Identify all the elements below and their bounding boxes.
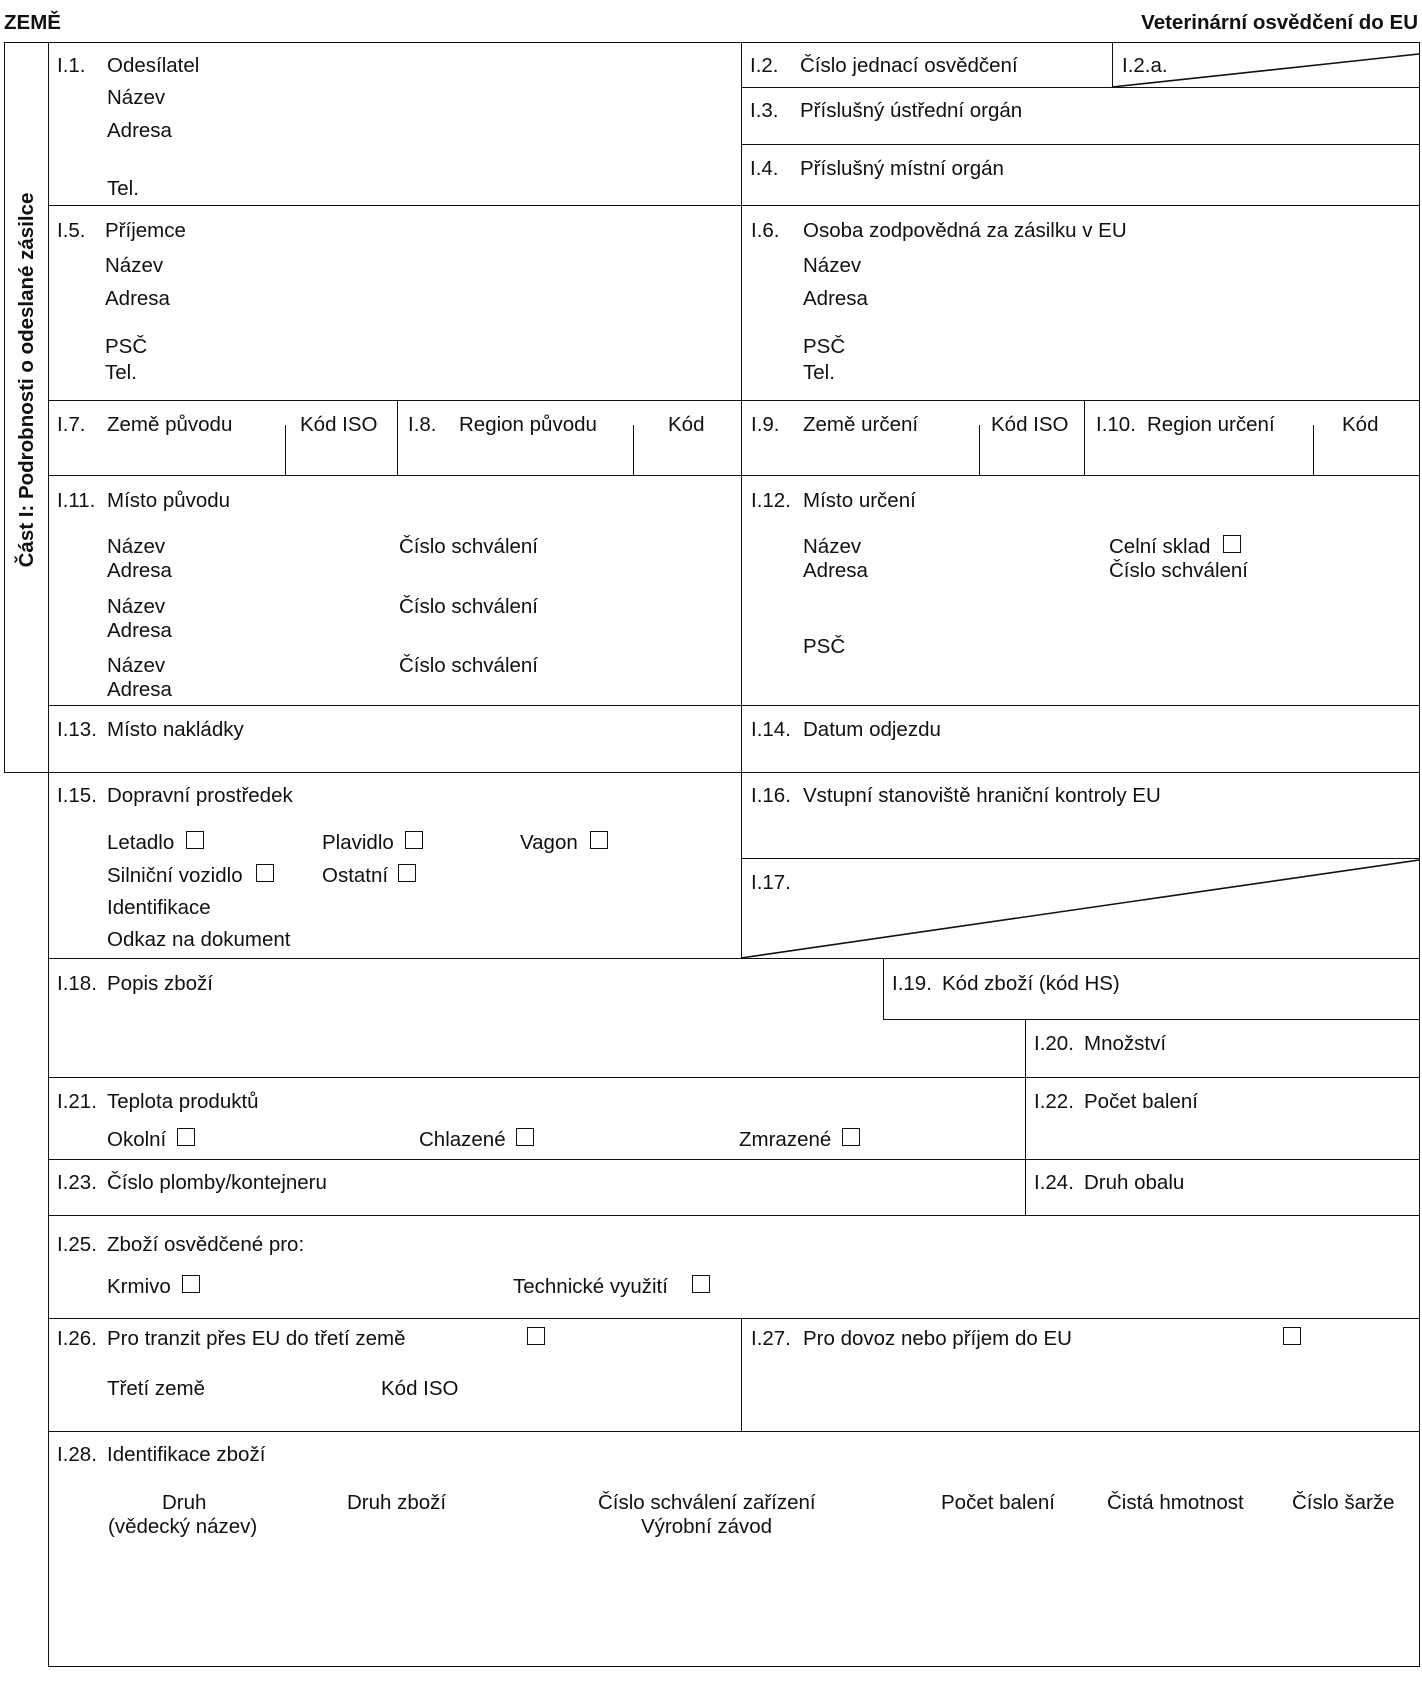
field-number: I.23. <box>57 1171 97 1194</box>
consignor-address-label: Adresa <box>107 119 172 142</box>
field-number: I.16. <box>751 784 791 807</box>
place-of-loading-label: Místo nakládky <box>107 718 244 741</box>
place-of-destination-label: Místo určení <box>803 489 916 512</box>
field-number: I.15. <box>57 784 97 807</box>
field-number: I.26. <box>57 1327 97 1350</box>
means-of-transport-label: Dopravní prostředek <box>107 784 293 807</box>
customs-warehouse-label: Celní sklad <box>1109 535 1211 558</box>
responsible-postcode-label: PSČ <box>803 335 846 358</box>
customs-warehouse-checkbox[interactable] <box>1223 535 1241 553</box>
frozen-checkbox[interactable] <box>842 1128 860 1146</box>
manufacturing-plant-column-subheader: Výrobní závod <box>641 1515 773 1538</box>
field-number: I.14. <box>751 718 791 741</box>
type-of-packaging-label: Druh obalu <box>1084 1171 1185 1194</box>
aeroplane-checkbox[interactable] <box>186 831 204 849</box>
aeroplane-label: Letadlo <box>107 831 175 854</box>
frozen-label: Zmrazené <box>739 1128 832 1151</box>
other-transport-checkbox[interactable] <box>398 864 416 882</box>
ship-label: Plavidlo <box>322 831 394 854</box>
chilled-checkbox[interactable] <box>516 1128 534 1146</box>
net-weight-column-header: Čistá hmotnost <box>1107 1491 1244 1514</box>
field-number: I.24. <box>1034 1171 1074 1194</box>
iso-code-label: Kód ISO <box>300 413 378 436</box>
field-number: I.21. <box>57 1090 97 1113</box>
import-checkbox[interactable] <box>1283 1327 1301 1345</box>
responsible-address-label: Adresa <box>803 287 868 310</box>
number-of-packages-column-header: Počet balení <box>941 1491 1055 1514</box>
temperature-label: Teplota produktů <box>107 1090 259 1113</box>
seal-container-label: Číslo plomby/kontejneru <box>107 1171 327 1194</box>
field-number: I.10. <box>1096 413 1136 436</box>
field-number: I.19. <box>892 972 932 995</box>
road-vehicle-label: Silniční vozidlo <box>107 864 243 887</box>
consignor-tel-label: Tel. <box>107 177 139 200</box>
place-of-origin-label: Místo původu <box>107 489 231 512</box>
region-of-origin-label: Region původu <box>459 413 597 436</box>
feedingstuff-checkbox[interactable] <box>182 1275 200 1293</box>
consignee-label: Příjemce <box>105 219 186 242</box>
railway-wagon-checkbox[interactable] <box>590 831 608 849</box>
field-number: I.13. <box>57 718 97 741</box>
country-of-origin-label: Země původu <box>107 413 233 436</box>
import-label: Pro dovoz nebo příjem do EU <box>803 1327 1072 1350</box>
consignee-postcode-label: PSČ <box>105 335 148 358</box>
field-number: I.6. <box>751 219 780 242</box>
consignee-tel-label: Tel. <box>105 361 137 384</box>
field-number: I.18. <box>57 972 97 995</box>
feedingstuff-label: Krmivo <box>107 1275 171 1298</box>
field-number: I.1. <box>57 54 86 77</box>
technical-use-label: Technické využití <box>513 1275 668 1298</box>
nature-of-commodity-column-header: Druh zboží <box>347 1491 447 1514</box>
field-number: I.8. <box>408 413 437 436</box>
scientific-name-column-subheader: (vědecký název) <box>108 1515 258 1538</box>
ambient-checkbox[interactable] <box>177 1128 195 1146</box>
responsible-name-label: Název <box>803 254 862 277</box>
local-authority-label: Příslušný místní orgán <box>800 157 1004 180</box>
chilled-label: Chlazené <box>419 1128 506 1151</box>
origin-address-label: Adresa <box>107 619 172 642</box>
other-transport-label: Ostatní <box>322 864 389 887</box>
commodity-code-label: Kód zboží (kód HS) <box>942 972 1120 995</box>
field-number: I.17. <box>751 871 791 894</box>
country-of-destination-label: Země určení <box>803 413 919 436</box>
origin-approval-label: Číslo schválení <box>399 595 539 618</box>
region-of-destination-label: Region určení <box>1147 413 1275 436</box>
field-number: I.22. <box>1034 1090 1074 1113</box>
commodity-description-label: Popis zboží <box>107 972 213 995</box>
technical-use-checkbox[interactable] <box>692 1275 710 1293</box>
number-of-packages-label: Počet balení <box>1084 1090 1198 1113</box>
identification-label: Identifikace <box>107 896 211 919</box>
transit-label: Pro tranzit přes EU do třetí země <box>107 1327 406 1350</box>
quantity-label: Množství <box>1084 1032 1167 1055</box>
field-number: I.20. <box>1034 1032 1074 1055</box>
origin-address-label: Adresa <box>107 678 172 701</box>
transit-checkbox[interactable] <box>527 1327 545 1345</box>
code-label: Kód <box>1342 413 1379 436</box>
batch-number-column-header: Číslo šarže <box>1292 1491 1395 1514</box>
field-number: I.2. <box>750 54 779 77</box>
field-number: I.7. <box>57 413 86 436</box>
country-label: ZEMĚ <box>4 11 61 34</box>
ship-checkbox[interactable] <box>405 831 423 849</box>
document-reference-label: Odkaz na dokument <box>107 928 291 951</box>
certificate-title: Veterinární osvědčení do EU <box>1141 11 1418 34</box>
origin-approval-label: Číslo schválení <box>399 535 539 558</box>
responsible-tel-label: Tel. <box>803 361 835 384</box>
field-number: I.12. <box>751 489 791 512</box>
origin-address-label: Adresa <box>107 559 172 582</box>
iso-code-label: Kód ISO <box>991 413 1069 436</box>
iso-code-label: Kód ISO <box>381 1377 459 1400</box>
destination-address-label: Adresa <box>803 559 868 582</box>
road-vehicle-checkbox[interactable] <box>256 864 274 882</box>
responsible-person-label: Osoba zodpovědná za zásilku v EU <box>803 219 1127 242</box>
consignor-name-label: Název <box>107 86 166 109</box>
identification-of-commodities-label: Identifikace zboží <box>107 1443 266 1466</box>
field-number: I.9. <box>751 413 780 436</box>
field-number: I.3. <box>750 99 779 122</box>
reference-number-label: Číslo jednací osvědčení <box>800 54 1018 77</box>
destination-name-label: Název <box>803 535 862 558</box>
code-label: Kód <box>668 413 705 436</box>
field-number: I.11. <box>57 489 96 512</box>
approval-number-column-header: Číslo schválení zařízení <box>598 1491 816 1514</box>
consignee-address-label: Adresa <box>105 287 170 310</box>
field-number: I.4. <box>750 157 779 180</box>
field-number: I.28. <box>57 1443 97 1466</box>
departure-date-label: Datum odjezdu <box>803 718 941 741</box>
species-column-header: Druh <box>162 1491 207 1514</box>
third-country-label: Třetí země <box>107 1377 205 1400</box>
ambient-label: Okolní <box>107 1128 167 1151</box>
field-number: I.27. <box>751 1327 791 1350</box>
certified-for-label: Zboží osvědčené pro: <box>107 1233 305 1256</box>
field-number: I.25. <box>57 1233 97 1256</box>
origin-name-label: Název <box>107 535 166 558</box>
central-authority-label: Příslušný ústřední orgán <box>800 99 1023 122</box>
origin-approval-label: Číslo schválení <box>399 654 539 677</box>
consignor-label: Odesílatel <box>107 54 200 77</box>
origin-name-label: Název <box>107 654 166 677</box>
border-inspection-post-label: Vstupní stanoviště hraniční kontroly EU <box>803 784 1161 807</box>
part-one-side-label: Část I: Podrobnosti o odeslané zásilce <box>14 192 38 568</box>
destination-postcode-label: PSČ <box>803 635 846 658</box>
field-number: I.2.a. <box>1122 54 1168 77</box>
origin-name-label: Název <box>107 595 166 618</box>
destination-approval-label: Číslo schválení <box>1109 559 1249 582</box>
consignee-name-label: Název <box>105 254 164 277</box>
railway-wagon-label: Vagon <box>520 831 578 854</box>
field-number: I.5. <box>57 219 86 242</box>
